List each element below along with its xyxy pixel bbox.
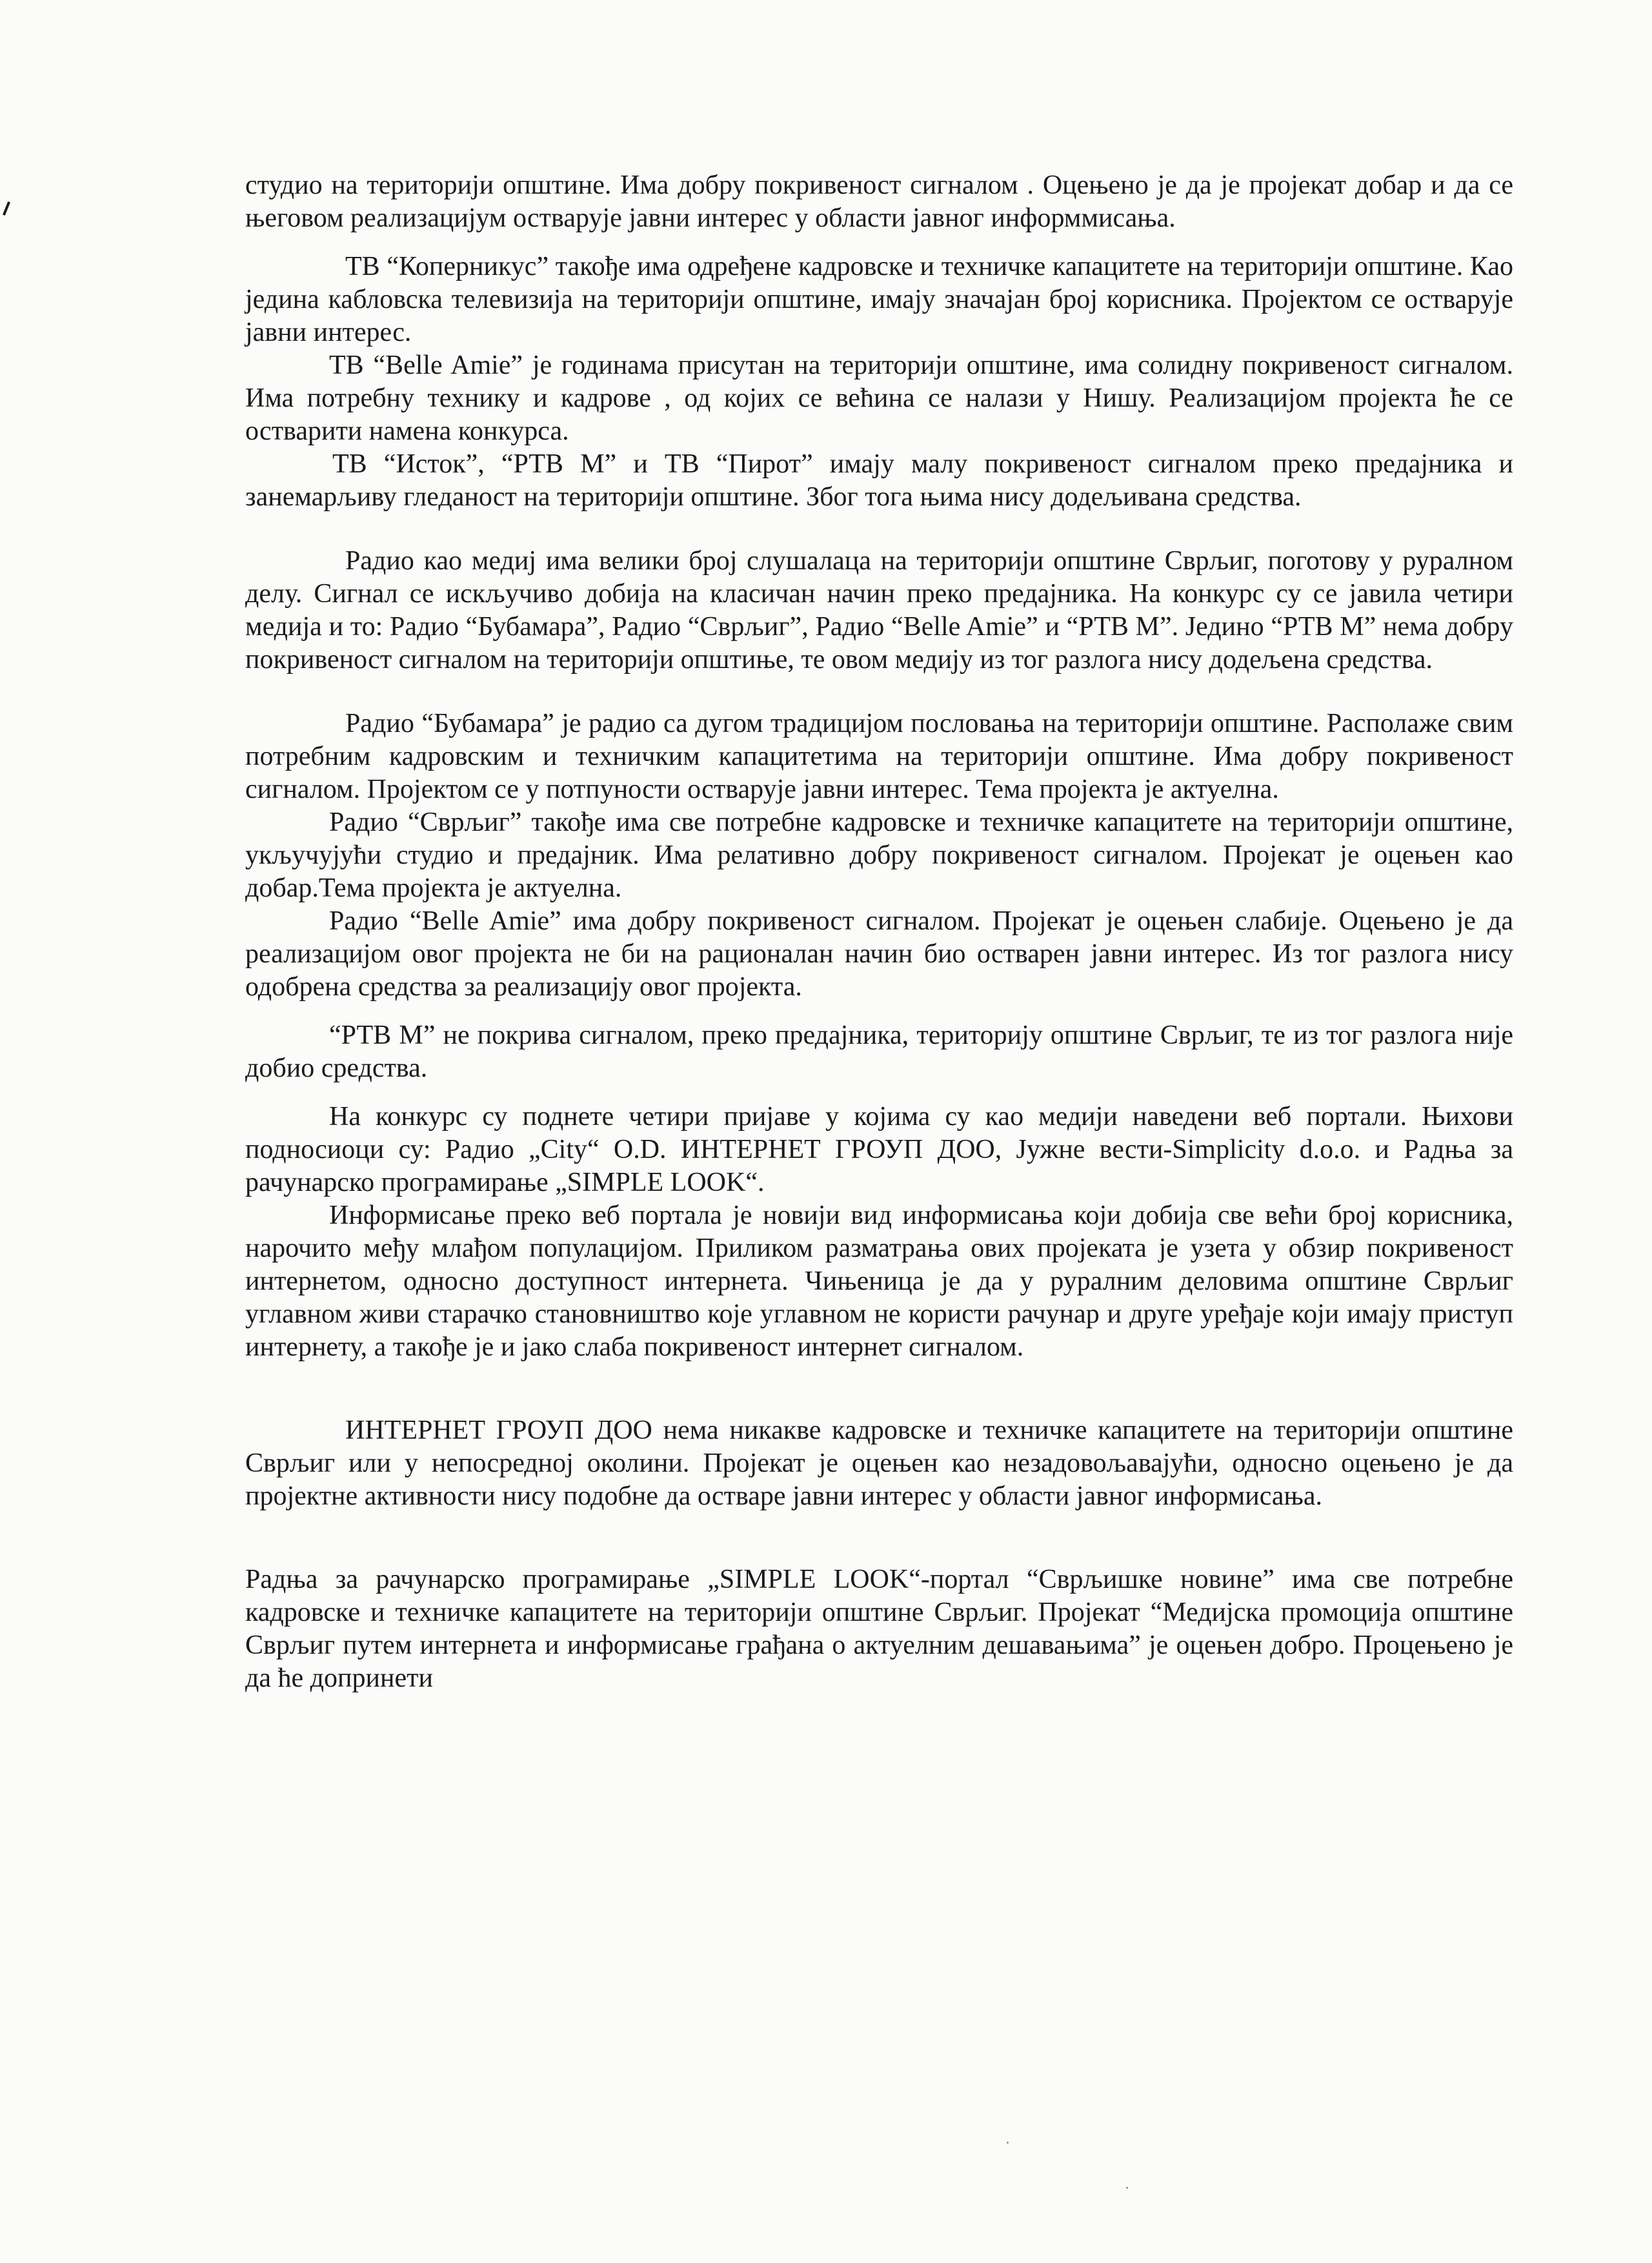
paragraph: Радња за рачунарско програмирање „SIMPLE LOOK“-портал “Сврљишке новине” има све потребне кадровске и техничке капацитете на територији општине Сврљиг. Пројекат “Медијска промоција општине Сврљиг путем интернета и информисање грађана о актуелним дешавањима” је оцењен добро. Процењено је да ће допринети [245, 1565, 1513, 1693]
paragraph: Радио “Бубамара” је радио са дугом традицијом пословања на територији општине. Располаже свим потребним кадровским и техничким капацитетима на територији општине. Има добру покривеност сигналом. Пројектом се у потпуности остварује јавни интерес. Тема пројекта је актуелна. [245, 709, 1513, 804]
scan-speck [1126, 2187, 1128, 2189]
paragraph: Радио “Сврљиг” такође има све потребне кадровске и техничке капацитете на територији општине, укључујући студио и предајник. Има релативно добру покривеност сигналом. Пројекат је оцењен као добар.Тема пројекта је актуелна. [245, 807, 1513, 903]
margin-pen-mark [3, 201, 10, 216]
paragraph: Радио као медиј има велики број слушалаца на територији општине Сврљиг, поготову у руралном делу. Сигнал се искључиво добија на класичан начин преко предајника. На конкурс су се јавила четири медија и то: Радио “Бубамара”, Радио “Сврљиг”, Радио “Belle Amie” и “РТВ М”. Једино “РТВ М” нема добру покривеност сигналом на територији општиње, те овом медију из тог разлога нису додељена средства. [245, 546, 1513, 675]
paragraph: студио на територији општине. Има добру покривеност сигналом . Оцењено је да је пројекат добар и да се његовом реализацијум остварује јавни интерес у области јавног информмисања. [245, 170, 1513, 233]
paragraph: Информисање преко веб портала је новији вид информисања који добија све већи број корисника, нарочито међу млађом популацијом. Приликом разматрања ових пројеката је узета у обзир покривеност интернетом, односно доступност интернета. Чињеница је да у руралним деловима општине Сврљиг углавном живи старачко становништво које углавном не користи рачунар и друге уређаје који имају приступ интернету, а такође је и јако слаба покривеност интернет сигналом. [245, 1201, 1513, 1362]
paragraph: ТВ “Belle Amie” је годинама присутан на територији општине, има солидну покривеност сигналом. Има потребну технику и кадрове , од којих се већина се налази у Нишу. Реализацијом пројекта ће се остварити намена конкурса. [245, 350, 1513, 446]
document-body [245, 169, 1513, 1695]
paragraph: ТВ “Коперникус” такође има одређене кадровске и техничке капацитете на територији општине. Као једина кабловска телевизија на територији општине, имају значајан број корисника. Пројектом се остварује јавни интерес. [245, 252, 1513, 347]
paragraph: Радио “Belle Amie” има добру покривеност сигналом. Пројекат је оцењен слабије. Оцењено је да реализацијом овог пројекта не би на рационалан начин био остварен јавни интерес. Из тог разлога нису одобрена средства за реализацију овог пројекта. [245, 906, 1513, 1002]
scan-speck [1007, 2142, 1009, 2144]
paragraph: “РТВ М” не покрива сигналом, преко предајника, територију општине Сврљиг, те из тог разлога није добио средства. [245, 1020, 1513, 1083]
paragraph: На конкурс су поднете четири пријаве у којима су као медији наведени веб портали. Њихови подносиоци су: Радио „City“ O.D. ИНТЕРНЕТ ГРОУП ДОО, Јужне вести-Simplicity d.o.o. и Радња за рачунарско програмирање „SIMPLE LOOK“. [245, 1102, 1513, 1197]
paragraph: ТВ “Исток”, “РТВ М” и ТВ “Пирот” имају малу покривеност сигналом преко предајника и занемарљиву гледаност на територији општине. Због тога њима нису додељивана средства. [245, 449, 1513, 512]
paragraph: ИНТЕРНЕТ ГРОУП ДОО нема никакве кадровске и техничке капацитете на територији општине Сврљиг или у непосредној околини. Пројекат је оцењен као незадовољавајући, односно оцењено је да пројектне активности нису подобне да остваре јавни интерес у области јавног информисања. [245, 1416, 1513, 1511]
